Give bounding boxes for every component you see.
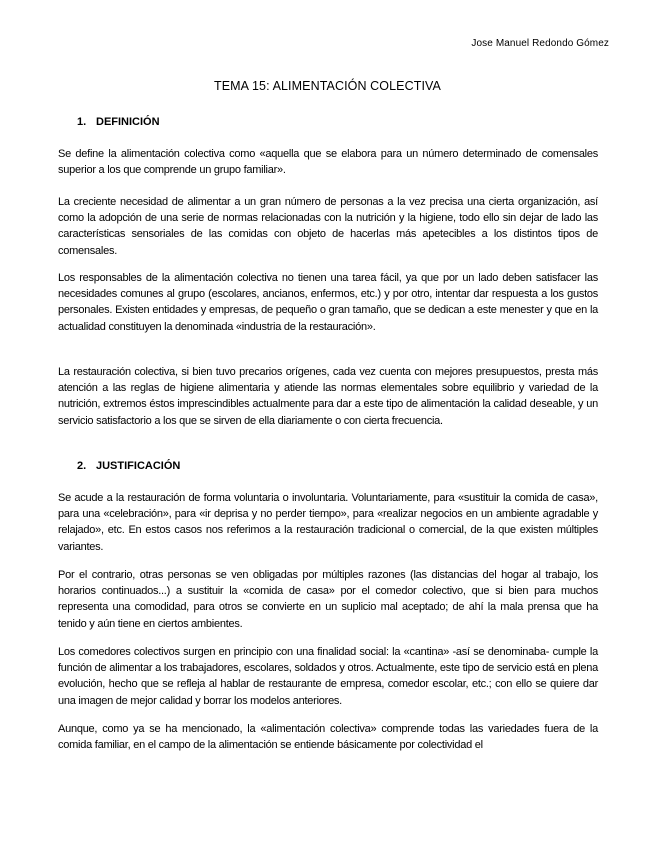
paragraph: Se acude a la restauración de forma voluntaria o involuntaria. Voluntariamente, para «sustituir la comida de casa», para una «celebración», para «ir deprisa y no perder tiempo», para «realizar negocios en un ambiente agradable y relajado», etc. En estos casos nos referimos a la restauración tradicional o comercial, de la que existen múltiples variantes.: [58, 492, 598, 553]
paragraph: Se define la alimentación colectiva como «aquella que se elabora para un número determinado de comensales superior a los que comprende un grupo familiar».: [58, 148, 598, 177]
paragraph: La creciente necesidad de alimentar a un gran número de personas a la vez precisa una cierta organización, así como la adopción de una serie de normas relacionadas con la nutrición y la higiene, todo ello sin dejar de lado las características sensoriales de las comidas con objeto de hacerlas más apetecibles a los distintos tipos de comensales.: [58, 196, 598, 257]
paragraph: La restauración colectiva, si bien tuvo precarios orígenes, cada vez cuenta con mejores presupuestos, presta más atención a las reglas de higiene alimentaria y atiende las normas elementales sobre equilibrio y variedad de la nutrición, extremos éstos imprescindibles actualmente para dar a este tipo de alimentación la calidad deseable, y un servicio satisfactorio a los que se sirven de ella diariamente o con cierta frecuencia.: [58, 366, 598, 427]
section-number: 2.: [77, 460, 87, 472]
header-author: Jose Manuel Redondo Gómez: [471, 38, 609, 49]
paragraph: Los responsables de la alimentación colectiva no tienen una tarea fácil, ya que por un lado deben satisfacer las necesidades comunes al grupo (escolares, ancianos, enfermos, etc.) y por otro, intentar dar respuesta a los gustos personales. Existen entidades y empresas, de pequeño o gran tamaño, que se dedican a este menester y que en la actualidad constituyen la denominada «industria de la restauración».: [58, 272, 598, 333]
section-title: DEFINICIÓN: [96, 116, 160, 128]
page-title: TEMA 15: ALIMENTACIÓN COLECTIVA: [214, 79, 441, 93]
section-heading-definicion: [77, 116, 160, 128]
section-heading-justificacion: [77, 460, 180, 472]
section-number: 1.: [77, 116, 87, 128]
section-title: JUSTIFICACIÓN: [96, 460, 181, 472]
paragraph: Aunque, como ya se ha mencionado, la «alimentación colectiva» comprende todas las variedades fuera de la comida familiar, en el campo de la alimentación se entiende básicamente por colectividad el: [58, 723, 598, 752]
paragraph: Por el contrario, otras personas se ven obligadas por múltiples razones (las distancias del hogar al trabajo, los horarios continuados...) a sustituir la «comida de casa» por el comedor colectivo, que si bien para muchos representa una comodidad, para otros se convierte en un suplicio mal aceptado; de ahí la mala prensa que ha tenido y aún tiene en ciertos ambientes.: [58, 569, 598, 630]
paragraph: Los comedores colectivos surgen en principio con una finalidad social: la «cantina» -así se denominaba- cumple la función de alimentar a los trabajadores, escolares, soldados y otros. Actualmente, este tipo de servicio está en plena evolución, hecho que se refleja al hablar de restaurante de empresa, comedor escolar, etc.; con ello se quiere dar una imagen de mejor calidad y borrar los modelos anteriores.: [58, 646, 598, 707]
